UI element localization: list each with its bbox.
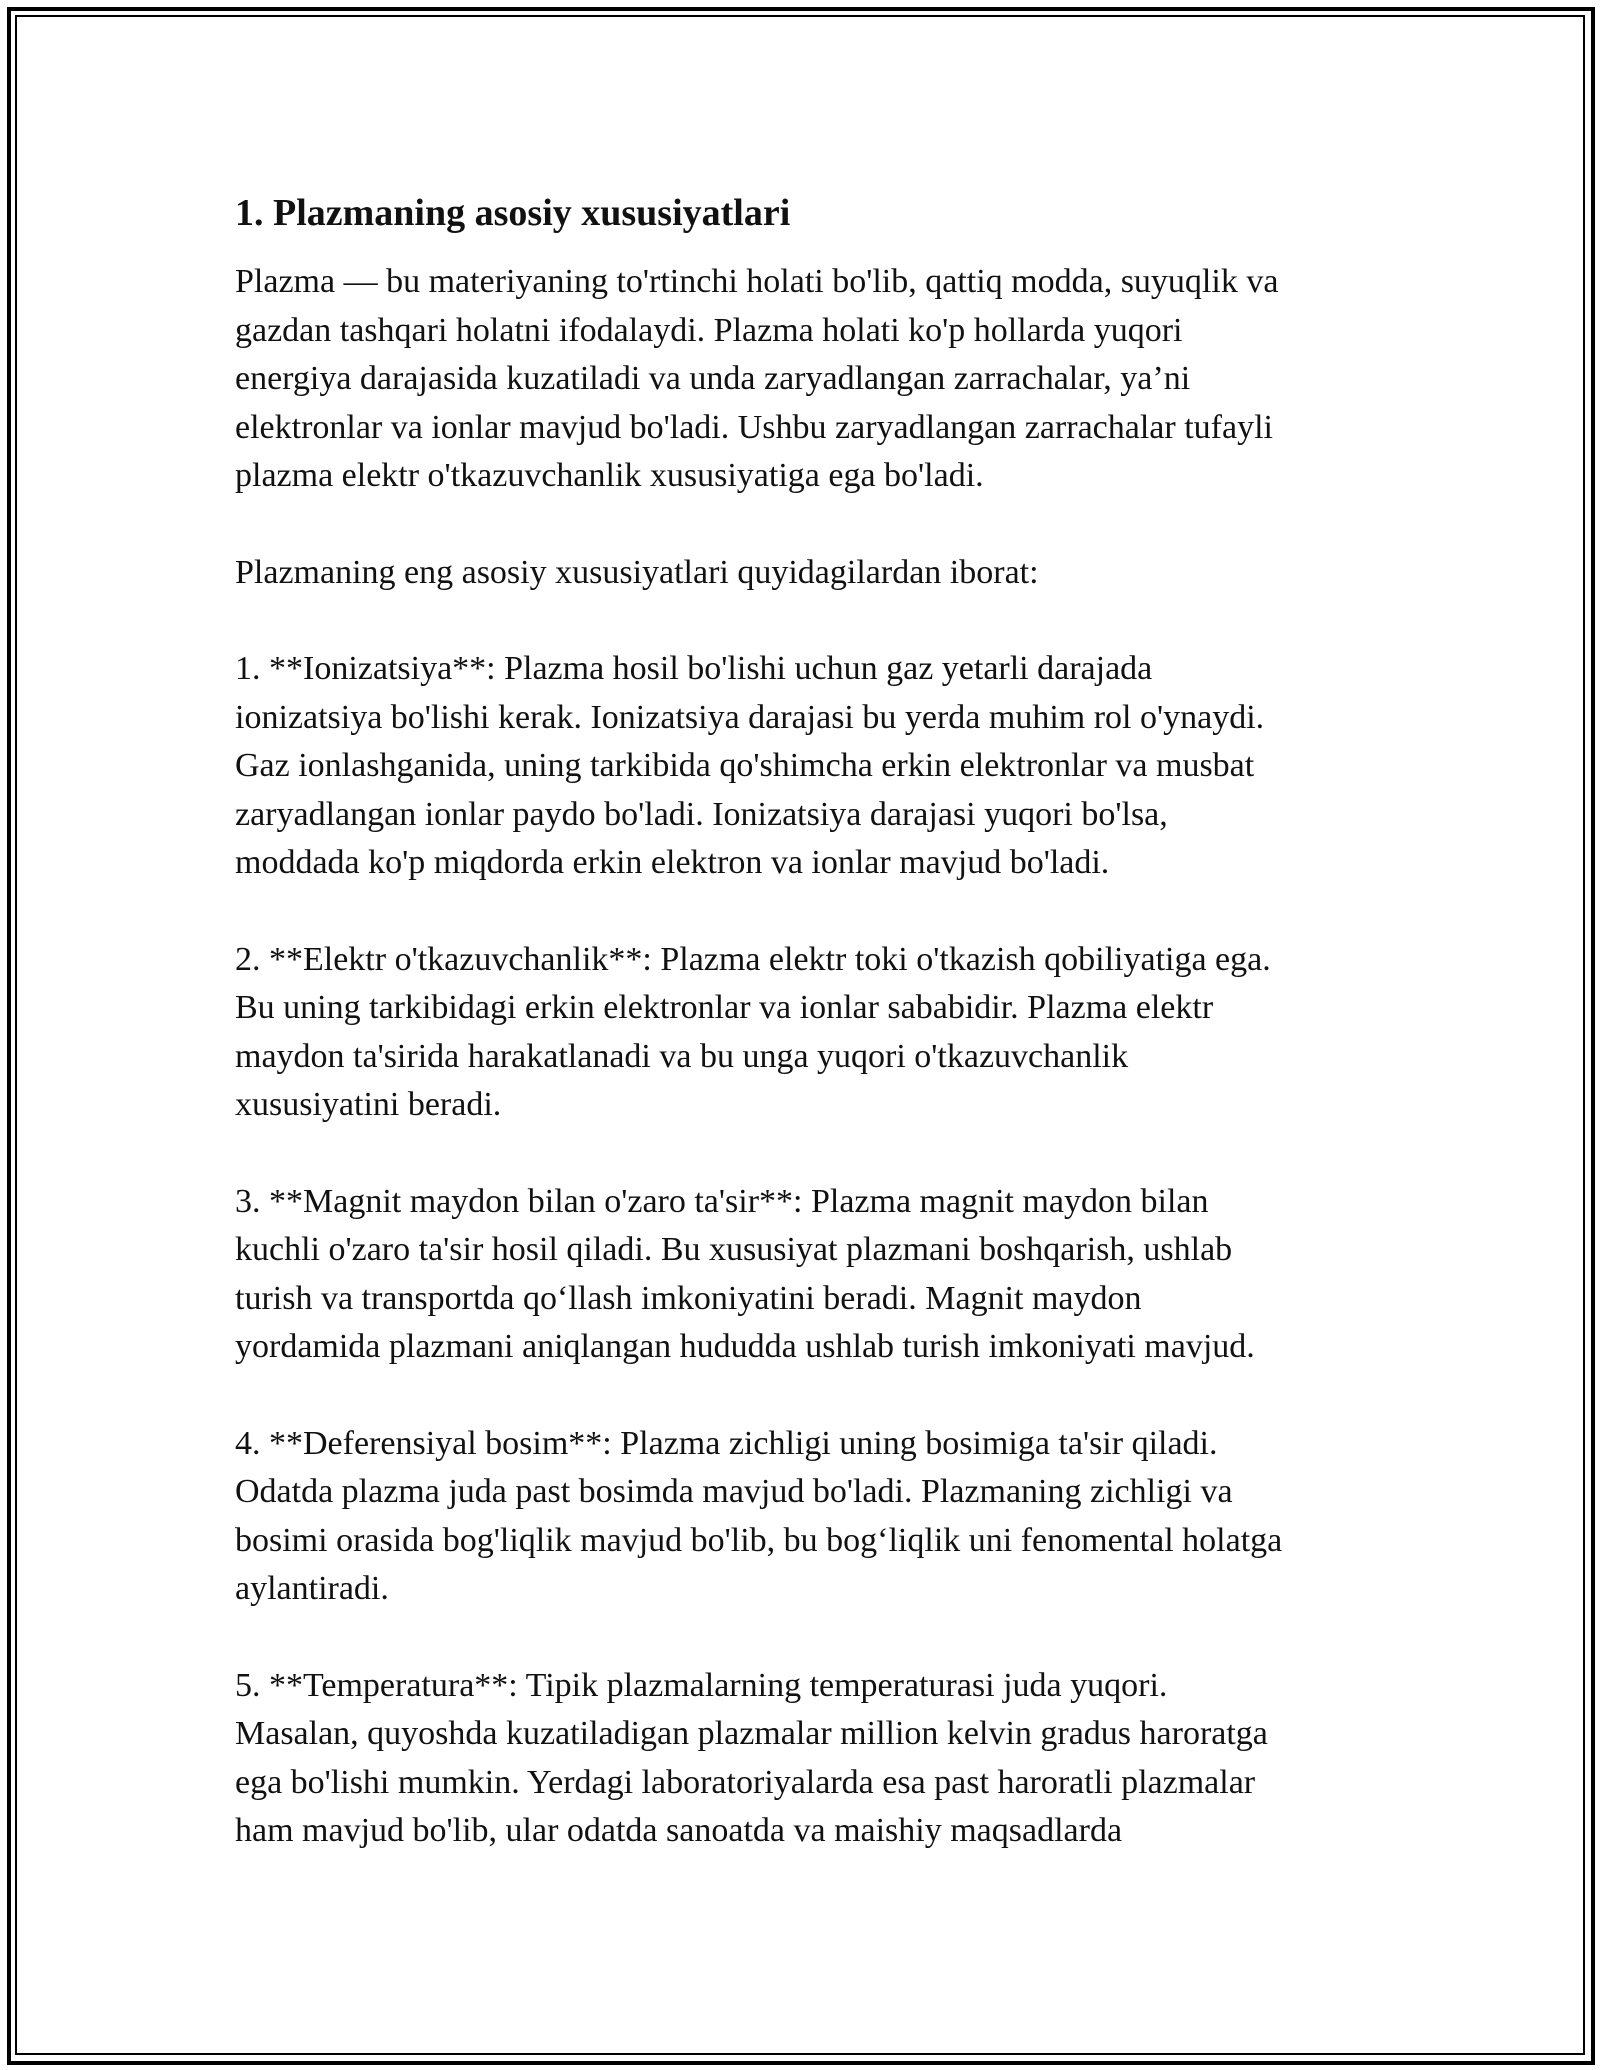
list-item-pressure: 4. **Deferensiyal bosim**: Plazma zichligi uning bosimiga ta'sir qiladi. Odatda plazma juda past bosimda mavjud bo'ladi. Plazmaning zichligi va bosimi orasida bog'liqlik mavjud bo'lib, bu bog‘liqlik uni fenomental holatga aylantiradi. <box>235 1424 1283 1607</box>
list-item-ionization: 1. **Ionizatsiya**: Plazma hosil bo'lishi uchun gaz yetarli darajada ionizatsiya bo'lishi kerak. Ionizatsiya darajasi bu yerda muhim rol o'ynaydi. Gaz ionlashganida, uning tarkibida qo'shimcha erkin elektronlar va musbat zaryadlangan ionlar paydo bo'ladi. Ionizatsiya darajasi yuqori bo'lsa, moddada ko'p miqdorda erkin elektron va ionlar mavjud bo'ladi. <box>235 650 1265 881</box>
list-item-temperature: 5. **Temperatura**: Tipik plazmalarning temperaturasi juda yuqori. Masalan, quyoshda kuzatiladigan plazmalar million kelvin gradus haroratga ega bo'lishi mumkin. Yerdagi laboratoriyalarda esa past haroratli plazmalar ham mavjud bo'lib, ular odatda sanoatda va maishiy maqsadlarda <box>235 1666 1268 1849</box>
list-item-magnetic-interaction: 3. **Magnit maydon bilan o'zaro ta'sir**: Plazma magnit maydon bilan kuchli o'zaro ta'sir hosil qiladi. Bu xususiyat plazmani boshqarish, ushlab turish va transportda qo‘llash imkoniyatini beradi. Magnit maydon yordamida plazmani aniqlangan hududda ushlab turish imkoniyati mavjud. <box>235 1182 1255 1365</box>
list-intro-paragraph: Plazmaning eng asosiy xususiyatlari quyidagilardan iborat: <box>235 553 1039 591</box>
intro-paragraph: Plazma — bu materiyaning to'rtinchi holati bo'lib, qattiq modda, suyuqlik va gazdan tashqari holatni ifodalaydi. Plazma holati ko'p hollarda yuqori energiya darajasida kuzatiladi va unda zaryadlangan zarrachalar, ya’ni elektronlar va ionlar mavjud bo'ladi. Ushbu zaryadlangan zarrachalar tufayli plazma elektr o'tkazuvchanlik xususiyatiga ega bo'ladi. <box>235 263 1279 494</box>
document-body <box>235 188 1385 1904</box>
list-item-conductivity: 2. **Elektr o'tkazuvchanlik**: Plazma elektr toki o'tkazish qobiliyatiga ega. Bu uning tarkibidagi erkin elektronlar va ionlar sababidir. Plazma elektr maydon ta'sirida harakatlanadi va bu unga yuqori o'tkazuvchanlik xususiyatini beradi. <box>235 940 1271 1123</box>
section-heading: 1. Plazmaning asosiy xususiyatlari <box>235 192 791 234</box>
